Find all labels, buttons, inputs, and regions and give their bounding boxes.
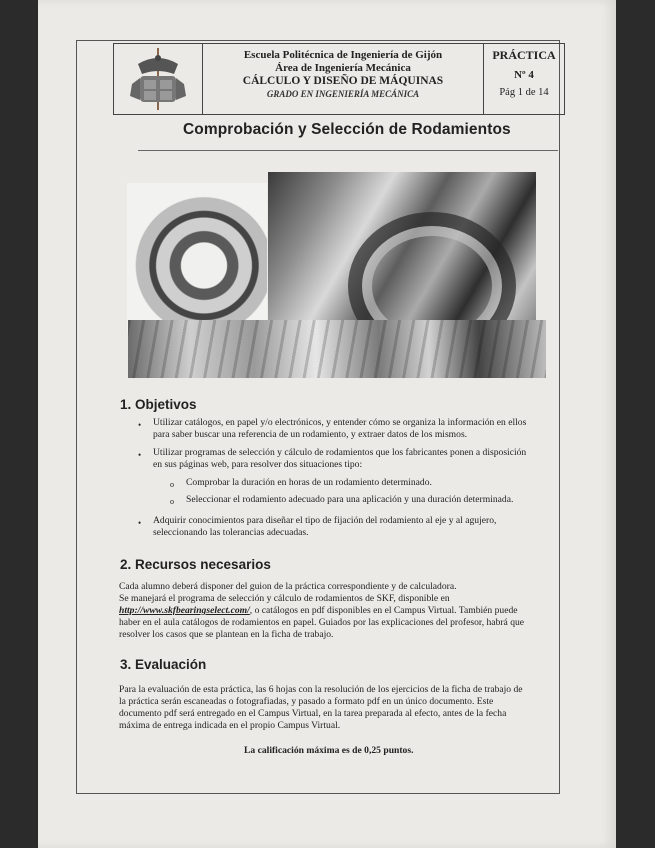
sub-bullet: o	[170, 480, 174, 489]
calificacion-maxima: La calificación máxima es de 0,25 puntos.	[244, 745, 414, 756]
bullet: •	[138, 420, 142, 430]
recursos-line-1: Cada alumno deberá disponer del guion de la práctica correspondiente y de calculadora.	[119, 581, 457, 592]
header-right	[484, 44, 564, 114]
sub-bullet: o	[170, 497, 174, 506]
objetivo-2-line-2: en sus páginas web, para resolver dos situaciones tipo:	[153, 459, 363, 470]
objetivo-1-line-1: Utilizar catálogos, en papel y/o electrónicos, y entender cómo se organiza la información en ellos	[153, 417, 527, 428]
evaluacion-line-3: documento pdf será entregado en el Campus Virtual, en la tarea preparada al efecto, antes de la fecha	[119, 708, 507, 719]
header-center	[203, 44, 484, 114]
objetivo-3-line-2: seleccionando las tolerancias adecuadas.	[153, 527, 309, 538]
school-name: Escuela Politécnica de Ingeniería de Gijón	[243, 49, 443, 61]
degree-name: GRADO EN INGENIERÍA MECÁNICA	[266, 89, 420, 99]
page-title: Comprobación y Selección de Rodamientos	[183, 121, 511, 138]
section-recursos-title: 2. Recursos necesarios	[120, 557, 271, 572]
page-indicator: Pág 1 de 14	[499, 87, 549, 98]
evaluacion-line-2: la práctica serán escaneadas o fotografiadas, y pasado a formato pdf en un único documento. Este	[119, 696, 494, 707]
course-name: CÁLCULO Y DISEÑO DE MÁQUINAS	[242, 75, 444, 87]
recursos-line-3	[119, 605, 518, 617]
bullet: •	[138, 518, 142, 528]
evaluacion-line-1: Para la evaluación de esta práctica, las 6 hojas con la resolución de los ejercicios de la ficha de trabajo de	[119, 684, 523, 695]
objetivo-1-line-2: para saber buscar una referencia de un rodamiento, y extraer datos de los mismos.	[153, 429, 468, 440]
document-header	[113, 43, 565, 115]
evaluacion-line-4: máxima de entrega indicada en el propio Campus Virtual.	[119, 720, 341, 731]
bearing-photo-strip	[128, 320, 546, 378]
section-evaluacion-title: 3. Evaluación	[120, 657, 207, 672]
title-underline	[138, 150, 558, 151]
recursos-line-5: resolver los casos que se plantean en la ficha de trabajo.	[119, 629, 334, 640]
bearing-photo-left	[127, 183, 267, 333]
recursos-line-2: Se manejará el programa de selección y cálculo de rodamientos de SKF, disponible en	[119, 593, 450, 604]
objetivo-2-sub-2: Seleccionar el rodamiento adecuado para una aplicación y una duración determinada.	[186, 494, 514, 505]
section-objetivos-title: 1. Objetivos	[120, 397, 197, 412]
university-crest-icon	[114, 44, 202, 114]
objetivo-3-line-1: Adquirir conocimientos para diseñar el tipo de fijación del rodamiento al eje y al agujero,	[153, 515, 497, 526]
recursos-line-4: haber en el aula catálogos de rodamientos en papel. Guiados por las explicaciones del profesor, habrá que	[119, 617, 525, 628]
bullet: •	[138, 450, 142, 460]
bearing-photo-large	[268, 172, 536, 340]
practica-label: PRÁCTICA	[492, 48, 556, 62]
area-name: Área de Ingeniería Mecánica	[275, 62, 411, 74]
logo-cell	[114, 44, 203, 114]
recursos-line-3-text: , o catálogos en pdf disponibles en el Campus Virtual. También puede	[249, 605, 518, 616]
skf-link[interactable]: http://www.skfbearingselect.com/	[119, 605, 250, 616]
objetivo-2-sub-1: Comprobar la duración en horas de un rodamiento determinado.	[186, 477, 432, 488]
practica-number: Nº 4	[514, 69, 534, 81]
objetivo-2-line-1: Utilizar programas de selección y cálculo de rodamientos que los fabricantes ponen a disposición	[153, 447, 527, 458]
